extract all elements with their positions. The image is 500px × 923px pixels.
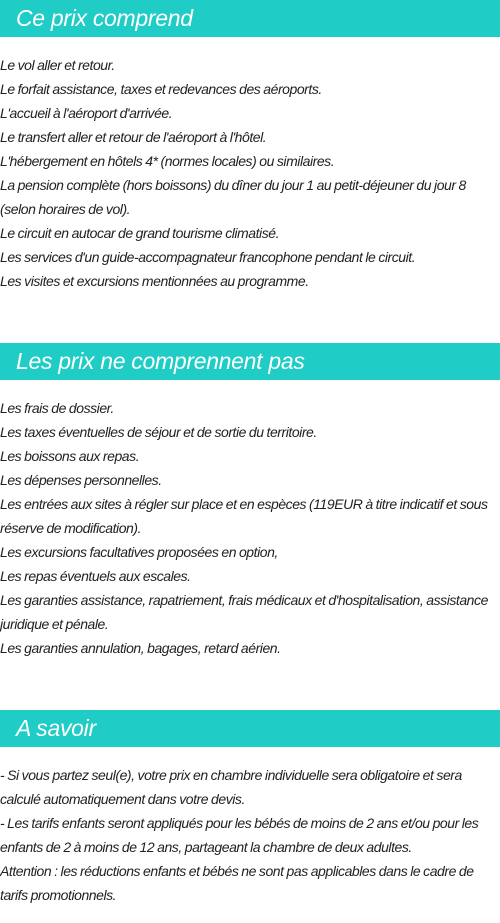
not-included-item: Les boissons aux repas. (0, 448, 140, 464)
section-title-not-included: Les prix ne comprennent pas (16, 348, 305, 374)
included-item: L'hébergement en hôtels 4* (normes locales) ou similaires. (0, 153, 335, 169)
section-title-good-to-know: A savoir (16, 715, 96, 741)
section-header-not-included (0, 343, 500, 380)
not-included-item: Les repas éventuels aux escales. (0, 568, 191, 584)
included-item: Les visites et excursions mentionnées au programme. (0, 273, 309, 289)
not-included-item: Les dépenses personnelles. (0, 472, 162, 488)
included-item: Le transfert aller et retour de l'aéroport à l'hôtel. (0, 129, 267, 145)
included-item: Le circuit en autocar de grand tourisme climatisé. (0, 225, 280, 241)
good-to-know-list (0, 763, 500, 907)
included-item: L'accueil à l'aéroport d'arrivée. (0, 105, 173, 121)
good-to-know-item: Attention : les réductions enfants et bébés ne sont pas applicables dans le cadre de tarifs promotionnels. (0, 863, 474, 903)
section-title-included: Ce prix comprend (16, 5, 193, 31)
section-header-good-to-know (0, 710, 500, 747)
included-item: Les services d'un guide-accompagnateur francophone pendant le circuit. (0, 249, 416, 265)
not-included-item: Les garanties annulation, bagages, retard aérien. (0, 640, 281, 656)
not-included-item: Les frais de dossier. (0, 400, 114, 416)
good-to-know-item: - Les tarifs enfants seront appliqués pour les bébés de moins de 2 ans et/ou pour les enfants de 2 à moins de 12 ans, partageant la chambre de deux adultes. (0, 815, 479, 855)
included-item: Le vol aller et retour. (0, 57, 115, 73)
included-item: Le forfait assistance, taxes et redevances des aéroports. (0, 81, 322, 97)
section-header-included (0, 0, 500, 37)
not-included-item: Les excursions facultatives proposées en option, (0, 544, 278, 560)
not-included-item: Les entrées aux sites à régler sur place et en espèces (119EUR à titre indicatif et sous réserve de modification). (0, 496, 488, 536)
not-included-item: Les garanties assistance, rapatriement, frais médicaux et d'hospitalisation, assistance juridique et pénale. (0, 592, 488, 632)
included-list (0, 53, 500, 293)
good-to-know-item: - Si vous partez seul(e), votre prix en chambre individuelle sera obligatoire et sera calculé automatiquement dans votre devis. (0, 767, 462, 807)
not-included-item: Les taxes éventuelles de séjour et de sortie du territoire. (0, 424, 317, 440)
not-included-list (0, 396, 500, 660)
included-item: La pension complète (hors boissons) du dîner du jour 1 au petit-déjeuner du jour 8 (selon horaires de vol). (0, 177, 466, 217)
